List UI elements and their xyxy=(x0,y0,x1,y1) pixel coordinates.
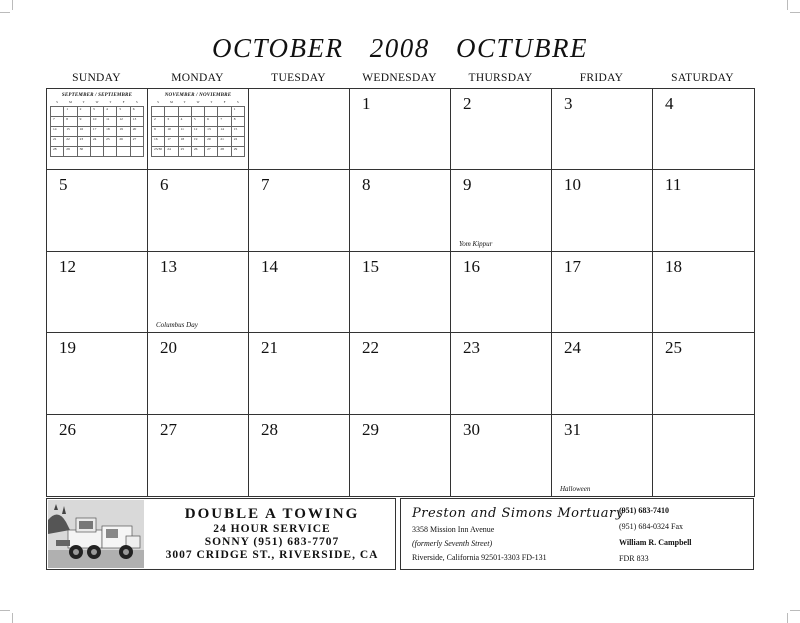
day-number: 20 xyxy=(160,338,177,358)
mini-calendar-day: 26 xyxy=(117,137,130,147)
crop-mark xyxy=(0,610,10,611)
day-number: 4 xyxy=(665,94,674,113)
mini-calendar-day: 12 xyxy=(191,127,204,137)
mini-calendar-header: S xyxy=(136,100,138,104)
day-cell xyxy=(653,252,754,333)
day-of-week-header xyxy=(46,72,754,88)
day-cell xyxy=(653,89,754,170)
day-number: 5 xyxy=(59,175,68,195)
mini-calendar-day: 2 xyxy=(77,107,90,117)
mini-calendar-day: 5 xyxy=(117,107,130,117)
mini-calendar-cell xyxy=(148,89,249,170)
mini-calendar-day: 1 xyxy=(64,107,77,117)
day-cell xyxy=(249,170,350,251)
day-number: 1 xyxy=(362,94,371,113)
mini-calendar-day: 8 xyxy=(231,117,244,127)
empty-cell xyxy=(249,89,350,170)
towing-service: 24 HOUR SERVICE xyxy=(213,523,331,535)
crop-mark xyxy=(12,0,13,10)
mini-calendar-day: 13 xyxy=(130,117,143,127)
day-cell xyxy=(552,89,653,170)
day-cell xyxy=(148,333,249,414)
crop-mark xyxy=(12,613,13,623)
day-number: 27 xyxy=(160,419,177,439)
day-cell xyxy=(653,333,754,414)
day-number: 25 xyxy=(665,338,682,358)
holiday-note: Halloween xyxy=(560,485,591,493)
mini-calendar-day: 4 xyxy=(178,117,191,127)
mini-calendar-day: 9 xyxy=(152,127,165,137)
crop-mark xyxy=(787,613,788,623)
page-title: OCTOBER 2008 OCTUBRE xyxy=(211,33,588,63)
mini-calendar-day: 7 xyxy=(218,117,231,127)
day-number: 21 xyxy=(261,338,278,358)
mini-calendar-day: 3 xyxy=(90,107,103,117)
day-number: 24 xyxy=(564,338,581,358)
mini-calendar-day: 6 xyxy=(130,107,143,117)
mini-calendar-day: 28 xyxy=(218,147,231,157)
mini-calendar-day: 2 xyxy=(152,117,165,127)
mini-calendar-day xyxy=(90,147,103,157)
day-number: 31 xyxy=(564,419,581,439)
mini-calendar-day: 14 xyxy=(218,127,231,137)
mini-calendar-day: 11 xyxy=(104,117,117,127)
mini-calendar-title: SEPTEMBER / SEPTIEMBRE xyxy=(61,93,133,98)
mortuary-phone: (951) 683-7410 xyxy=(619,506,669,515)
mortuary-fdr: FDR 833 xyxy=(619,554,649,563)
day-cell xyxy=(451,89,552,170)
mini-calendar-day: 4 xyxy=(104,107,117,117)
day-cell xyxy=(249,252,350,333)
tow-truck-image xyxy=(48,500,144,568)
mini-calendar-day: 18 xyxy=(178,137,191,147)
day-number: 3 xyxy=(564,94,573,113)
mini-calendar-header: F xyxy=(122,100,125,104)
crop-mark xyxy=(790,12,800,13)
mini-calendar-table xyxy=(50,100,144,157)
mini-calendar-day: 20 xyxy=(205,137,218,147)
day-cell xyxy=(451,333,552,414)
day-cell xyxy=(552,252,653,333)
day-number: 2 xyxy=(463,94,472,113)
day-number: 12 xyxy=(59,256,76,276)
day-cell xyxy=(148,415,249,496)
crop-mark xyxy=(787,0,788,10)
mortuary-formerly: (formerly Seventh Street) xyxy=(412,539,493,548)
mortuary-name: Preston and Simons Mortuary xyxy=(412,506,624,521)
day-number: 17 xyxy=(564,256,581,276)
mini-calendar-day: 25 xyxy=(104,137,117,147)
mini-calendar-day: 20 xyxy=(130,127,143,137)
mini-calendar-day: 21 xyxy=(218,137,231,147)
day-cell xyxy=(249,333,350,414)
day-of-week-label: SUNDAY xyxy=(72,72,121,84)
mini-calendar-header: T xyxy=(183,100,186,104)
day-number: 11 xyxy=(665,175,682,195)
mortuary-fax: (951) 684-0324 Fax xyxy=(619,522,683,531)
day-cell xyxy=(47,170,148,251)
mini-calendar-day: 22 xyxy=(64,137,77,147)
day-of-week-label: WEDNESDAY xyxy=(362,72,437,84)
mini-calendar-day xyxy=(178,107,191,117)
mini-calendar-day xyxy=(218,107,231,117)
day-number: 9 xyxy=(463,175,472,195)
holiday-note: Yom Kippur xyxy=(459,239,493,248)
mini-calendar-day: 26 xyxy=(191,147,204,157)
mini-calendar-header: M xyxy=(170,100,173,104)
day-number: 16 xyxy=(463,256,480,276)
day-of-week-label: MONDAY xyxy=(171,72,224,84)
day-cell xyxy=(148,252,249,333)
mortuary-city: Riverside, California 92501-3303 FD-131 xyxy=(412,553,547,562)
holiday-note: Columbus Day xyxy=(156,321,198,330)
mortuary-ad xyxy=(400,498,754,570)
mini-calendar-day: 5 xyxy=(191,117,204,127)
day-number: 28 xyxy=(261,419,278,439)
day-cell xyxy=(552,333,653,414)
mini-calendar-day: 8 xyxy=(64,117,77,127)
mini-calendar-day: 19 xyxy=(117,127,130,137)
mini-calendar-day xyxy=(117,147,130,157)
day-number: 13 xyxy=(160,256,177,276)
day-cell xyxy=(47,252,148,333)
day-cell xyxy=(47,415,148,496)
mini-calendar-cell xyxy=(47,89,148,170)
mini-calendar-day: 21 xyxy=(51,137,64,147)
mini-calendar-header: S xyxy=(157,100,159,104)
mini-calendar-day: 1 xyxy=(231,107,244,117)
mini-calendar-day: 29 xyxy=(231,147,244,157)
mini-calendar-day: 14 xyxy=(51,127,64,137)
day-cell xyxy=(552,170,653,251)
mini-calendar-day: 28 xyxy=(51,147,64,157)
towing-contact: SONNY (951) 683-7707 xyxy=(204,536,340,548)
mini-calendar-day: 17 xyxy=(165,137,178,147)
mini-calendar-day: 11 xyxy=(178,127,191,137)
mini-calendar-header: W xyxy=(95,100,99,104)
mini-calendar-day: 17 xyxy=(90,127,103,137)
mini-calendar-header: T xyxy=(210,100,213,104)
day-number: 26 xyxy=(59,419,76,439)
mini-calendar-day: 30 xyxy=(77,147,90,157)
day-cell xyxy=(552,415,653,496)
mortuary-street: 3358 Mission Inn Avenue xyxy=(412,525,495,534)
mini-calendar-day: 10 xyxy=(165,127,178,137)
day-number: 8 xyxy=(362,175,371,195)
mini-calendar-day: 10 xyxy=(90,117,103,127)
crop-mark xyxy=(0,12,10,13)
mini-calendar-day: 27 xyxy=(130,137,143,147)
day-cell xyxy=(249,415,350,496)
day-cell xyxy=(148,170,249,251)
mini-calendar-day xyxy=(165,107,178,117)
mini-calendar-day: 23 xyxy=(77,137,90,147)
towing-address: 3007 CRIDGE ST., RIVERSIDE, CA xyxy=(165,549,379,561)
day-cell xyxy=(451,415,552,496)
mini-calendar-title: NOVEMBER / NOVIEMBRE xyxy=(164,93,232,98)
day-number: 19 xyxy=(59,338,76,358)
mini-calendar-day: 25 xyxy=(178,147,191,157)
day-cell xyxy=(350,89,451,170)
mini-calendar-day xyxy=(191,107,204,117)
mini-calendar-day xyxy=(152,107,165,117)
mini-calendar-header: W xyxy=(196,100,200,104)
mini-calendar-day: 6 xyxy=(205,117,218,127)
mini-calendar-september xyxy=(50,92,144,157)
mini-calendar-november xyxy=(151,92,245,157)
mini-calendar-day xyxy=(104,147,117,157)
empty-cell xyxy=(653,415,754,496)
day-number: 7 xyxy=(261,175,270,195)
day-cell xyxy=(451,252,552,333)
day-cell xyxy=(350,252,451,333)
day-of-week-label: FRIDAY xyxy=(579,72,624,84)
mini-calendar-day xyxy=(51,107,64,117)
mini-calendar-day: 7 xyxy=(51,117,64,127)
day-cell xyxy=(451,170,552,251)
mini-calendar-day: 19 xyxy=(191,137,204,147)
mini-calendar-day: 24 xyxy=(165,147,178,157)
mini-calendar-header: M xyxy=(69,100,72,104)
day-number: 23 xyxy=(463,338,480,358)
mini-calendar-day: 23/30 xyxy=(152,147,165,157)
mini-calendar-day: 15 xyxy=(231,127,244,137)
mini-calendar-day: 24 xyxy=(90,137,103,147)
mini-calendar-header: S xyxy=(237,100,239,104)
day-of-week-label: THURSDAY xyxy=(468,72,533,84)
mini-calendar-day: 18 xyxy=(104,127,117,137)
mini-calendar-day: 12 xyxy=(117,117,130,127)
mini-calendar-day: 9 xyxy=(77,117,90,127)
day-number: 30 xyxy=(463,419,480,439)
day-of-week-label: TUESDAY xyxy=(271,72,326,84)
day-number: 22 xyxy=(362,338,379,358)
mini-calendar-day: 13 xyxy=(205,127,218,137)
mini-calendar-header: F xyxy=(223,100,226,104)
mini-calendar-header: T xyxy=(109,100,112,104)
day-number: 6 xyxy=(160,175,169,195)
day-cell xyxy=(350,333,451,414)
day-number: 29 xyxy=(362,419,379,439)
day-cell xyxy=(350,415,451,496)
day-number: 18 xyxy=(665,256,682,276)
day-of-week-label: SATURDAY xyxy=(671,72,734,84)
mortuary-owner: William R. Campbell xyxy=(619,538,692,547)
towing-ad xyxy=(46,498,396,570)
mini-calendar-table xyxy=(151,100,245,157)
mini-calendar-header: T xyxy=(82,100,85,104)
towing-company-name: DOUBLE A TOWING xyxy=(184,506,360,522)
calendar-grid xyxy=(46,88,755,497)
mini-calendar-day: 22 xyxy=(231,137,244,147)
mini-calendar-day xyxy=(205,107,218,117)
crop-mark xyxy=(790,610,800,611)
mini-calendar-day: 16 xyxy=(77,127,90,137)
day-number: 15 xyxy=(362,256,379,276)
mini-calendar-day: 16 xyxy=(152,137,165,147)
mini-calendar-day: 15 xyxy=(64,127,77,137)
mini-calendar-day: 29 xyxy=(64,147,77,157)
mini-calendar-day: 27 xyxy=(205,147,218,157)
day-cell xyxy=(350,170,451,251)
day-number: 10 xyxy=(564,175,581,195)
mini-calendar-header: S xyxy=(56,100,58,104)
day-cell xyxy=(47,333,148,414)
day-number: 14 xyxy=(261,256,278,276)
mini-calendar-day: 3 xyxy=(165,117,178,127)
mini-calendar-day xyxy=(130,147,143,157)
day-cell xyxy=(653,170,754,251)
